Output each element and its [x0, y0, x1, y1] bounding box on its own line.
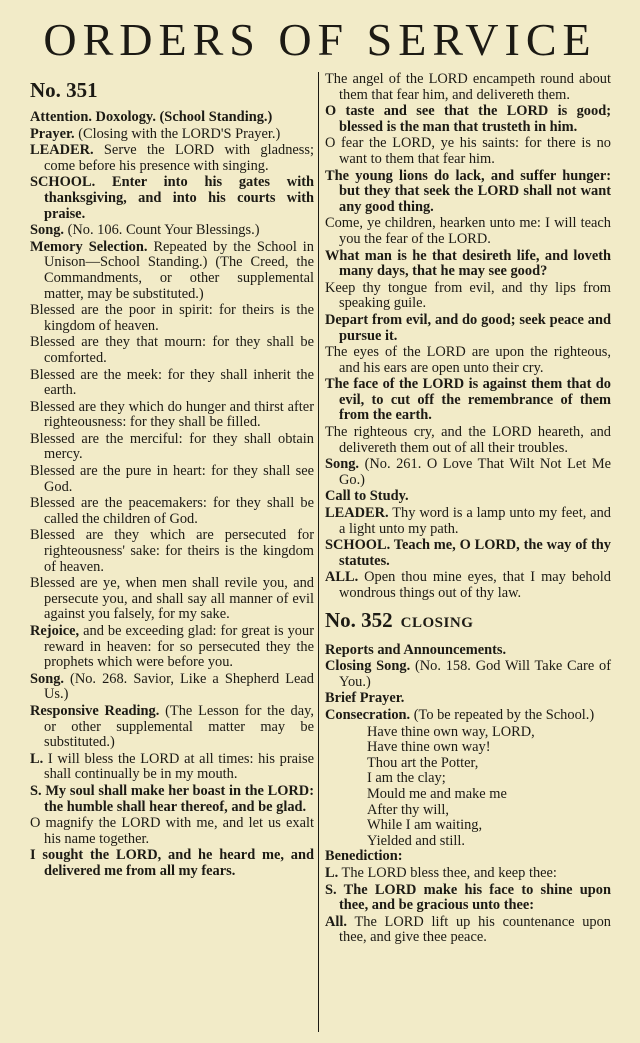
reading-line	[325, 570, 611, 601]
closing-line	[325, 691, 611, 707]
entry-label: Brief Prayer.	[325, 690, 405, 707]
entry-text: O magnify the LORD with me, and let us exalt his name together.	[30, 815, 314, 847]
reading-line	[30, 110, 314, 126]
entry-label: Attention. Doxology.	[30, 109, 156, 125]
page-title: ORDERS OF SERVICE	[43, 14, 597, 65]
entry-text: What man is he that desireth life, and loveth many days, that he may see good?	[325, 247, 611, 280]
hymn-line: After thy will,	[367, 801, 449, 818]
entry-text: Teach me, O LORD, the way of thy statutes.	[339, 537, 611, 569]
hymn-line: Yielded and still.	[367, 832, 465, 849]
entry-text: Blessed are the poor in spirit: for theirs is the kingdom of heaven.	[30, 302, 314, 334]
reading-line	[30, 704, 314, 751]
entry-label: S.	[30, 782, 42, 799]
benediction-line	[325, 915, 611, 946]
entry-label: Song.	[30, 222, 64, 239]
entry-text: (No. 158. God Will Take Care of You.)	[339, 658, 611, 690]
entry-text: The LORD make his face to shine upon thee, and be gracious unto thee:	[336, 881, 611, 914]
entry-label: Rejoice,	[30, 623, 80, 639]
entry-label: Song.	[30, 670, 64, 687]
entry-label: S.	[325, 881, 337, 898]
reading-line	[30, 528, 314, 575]
hymn-line: I am the clay;	[367, 770, 446, 787]
entry-label: ALL.	[325, 569, 359, 586]
entry-label: Song.	[325, 456, 359, 473]
entry-text: Blessed are the peacemakers: for they shall be called the children of God.	[30, 495, 314, 527]
entry-text: O fear the LORD, ye his saints: for there is no want to them that fear him.	[325, 135, 611, 167]
reading-line	[30, 816, 314, 847]
reading-line	[30, 400, 314, 431]
entry-text: My soul shall make her boast in the LORD: the humble shall hear thereof, and be glad.	[41, 782, 314, 815]
reading-line	[30, 496, 314, 527]
entry-text: The righteous cry, and the LORD heareth, and delivereth them out of all their troubles.	[325, 424, 611, 456]
entry-text: The LORD lift up his countenance upon thee, and give thee peace.	[339, 913, 611, 946]
reading-line	[325, 281, 611, 312]
entry-label: L.	[325, 864, 339, 881]
entry-text: and be exceeding glad: for great is your reward in heaven: for so persecuted they the prophets which were before you.	[44, 623, 314, 671]
entry-text: I will bless the LORD at all times: his praise shall continually be in my mouth.	[43, 750, 314, 783]
reading-line	[30, 175, 314, 222]
entry-label: SCHOOL.	[30, 174, 96, 191]
entry-text: (No. 261. O Love That Wilt Not Let Me Go.)	[339, 456, 611, 488]
entry-label: Memory Selection.	[30, 238, 148, 255]
reading-line	[325, 489, 611, 505]
reading-line	[325, 538, 611, 569]
hymn-line: Thou art the Potter,	[367, 754, 479, 771]
entry-text: Repeated by the School in Unison—School Standing.) (The Creed, the Commandments, or other supplemental matter, may be substituted.)	[44, 238, 314, 302]
reading-line	[30, 127, 314, 143]
entry-text: The eyes of the LORD are upon the righteous, and his ears are open unto their cry.	[325, 344, 611, 376]
reading-line	[325, 249, 611, 280]
closing-label: CLOSING	[400, 614, 474, 631]
right-entries	[325, 72, 611, 602]
entry-text: The young lions do lack, and suffer hunger: but they that seek the LORD shall not want any good thing.	[325, 167, 611, 215]
benediction-entries	[325, 849, 611, 946]
entry-text: Blessed are they which are persecuted for righteousness' sake: for theirs is the kingdom of heaven.	[30, 527, 314, 575]
entry-label: LEADER.	[325, 505, 389, 522]
entry-text: The LORD bless thee, and keep thee:	[338, 864, 557, 881]
hymn-line: Mould me and make me	[367, 785, 507, 802]
reading-line	[325, 169, 611, 216]
entry-text: Blessed are ye, when men shall revile you, and persecute you, and shall say all manner of evil against you falsely, for my sake.	[30, 575, 314, 623]
entry-text: The angel of the LORD encampeth round about them that fear him, and delivereth them.	[325, 71, 611, 103]
entry-label: Consecration.	[325, 706, 411, 723]
entry-text: Enter into his gates with thanksgiving, and into his courts with praise.	[44, 174, 314, 222]
consecration-hymn	[325, 725, 611, 850]
entry-text: Come, ye children, hearken unto me: I will teach you the fear of the LORD.	[325, 215, 611, 247]
entry-text: (School Standing.)	[155, 109, 273, 125]
entry-label: All.	[325, 913, 347, 930]
entry-text: Blessed are the merciful: for they shall obtain mercy.	[30, 430, 314, 463]
entry-label: Reports and Announcements.	[325, 641, 507, 658]
reading-line	[30, 848, 314, 879]
entry-text: O taste and see that the LORD is good; blessed is the man that trusteth in him.	[325, 103, 611, 135]
entry-label: SCHOOL.	[325, 537, 391, 554]
entry-label: Closing Song.	[325, 658, 411, 675]
hymn-line: Have thine own way, LORD,	[367, 723, 535, 740]
entry-label: Prayer.	[30, 125, 75, 142]
entry-label: Call to Study.	[325, 488, 409, 505]
entry-label: Responsive Reading.	[30, 702, 160, 719]
hymn-line: While I am waiting,	[367, 817, 483, 834]
entry-text: (No. 268. Savior, Like a Shepherd Lead Us.)	[44, 670, 314, 703]
entry-text: (The Lesson for the day, or other supplemental matter may be substituted.)	[44, 702, 314, 751]
section-heading-352	[325, 606, 611, 637]
entry-text: Keep thy tongue from evil, and thy lips from speaking guile.	[325, 279, 611, 312]
reading-line	[30, 368, 314, 399]
entry-text: (To be repeated by the School.)	[410, 706, 595, 723]
reading-line	[325, 457, 611, 488]
column-divider	[318, 72, 319, 1032]
closing-line	[325, 708, 611, 724]
reading-line	[325, 104, 611, 135]
right-column	[325, 72, 611, 947]
reading-line	[30, 624, 314, 671]
entry-text: Depart from evil, and do good; seek peace and pursue it.	[325, 311, 611, 344]
benediction-line	[325, 866, 611, 882]
reading-line	[30, 752, 314, 783]
left-entries	[30, 110, 314, 880]
reading-line	[30, 240, 314, 302]
reading-line	[30, 432, 314, 463]
entry-text: Serve the LORD with gladness; come before his presence with singing.	[44, 142, 314, 174]
reading-line	[30, 335, 314, 366]
entry-text: Open thou mine eyes, that I may behold wondrous things out of thy law.	[339, 569, 611, 601]
entry-text: Blessed are the meek: for they shall inherit the earth.	[30, 366, 314, 399]
reading-line	[325, 345, 611, 376]
entry-text: (Closing with the LORD'S Prayer.)	[74, 125, 281, 142]
entry-text: (No. 106. Count Your Blessings.)	[64, 222, 260, 239]
reading-line	[325, 506, 611, 537]
reading-line	[325, 216, 611, 247]
reading-line	[325, 377, 611, 424]
closing-line	[325, 643, 611, 659]
entry-text: Blessed are they which do hunger and thirst after righteousness: for they shall be filled.	[30, 398, 314, 431]
reading-line	[325, 136, 611, 167]
benediction-line	[325, 883, 611, 914]
entry-text: The face of the LORD is against them that do evil, to cut off the remembrance of them from the earth.	[325, 376, 611, 424]
reading-line	[30, 464, 314, 495]
left-column	[30, 72, 314, 881]
section-heading-351: No. 351	[30, 78, 98, 102]
reading-line	[30, 784, 314, 815]
entry-label: LEADER.	[30, 142, 94, 159]
entry-label: Benediction:	[325, 848, 403, 865]
hymn-line: Have thine own way!	[367, 739, 491, 756]
entry-text: I sought the LORD, and he heard me, and delivered me from all my fears.	[30, 847, 314, 879]
reading-line	[30, 672, 314, 703]
entry-label: L.	[30, 750, 44, 767]
reading-line	[30, 303, 314, 334]
benediction-line	[325, 849, 611, 865]
entry-text: Blessed are they that mourn: for they shall be comforted.	[30, 334, 314, 366]
reading-line	[30, 223, 314, 239]
closing-entries	[325, 643, 611, 724]
entry-text: Thy word is a lamp unto my feet, and a light unto my path.	[339, 505, 611, 537]
section-number: No. 352	[325, 607, 393, 632]
reading-line	[325, 72, 611, 103]
reading-line	[30, 143, 314, 174]
reading-line	[30, 576, 314, 623]
closing-line	[325, 659, 611, 690]
entry-text: Blessed are the pure in heart: for they shall see God.	[30, 463, 314, 495]
reading-line	[325, 313, 611, 344]
reading-line	[325, 425, 611, 456]
